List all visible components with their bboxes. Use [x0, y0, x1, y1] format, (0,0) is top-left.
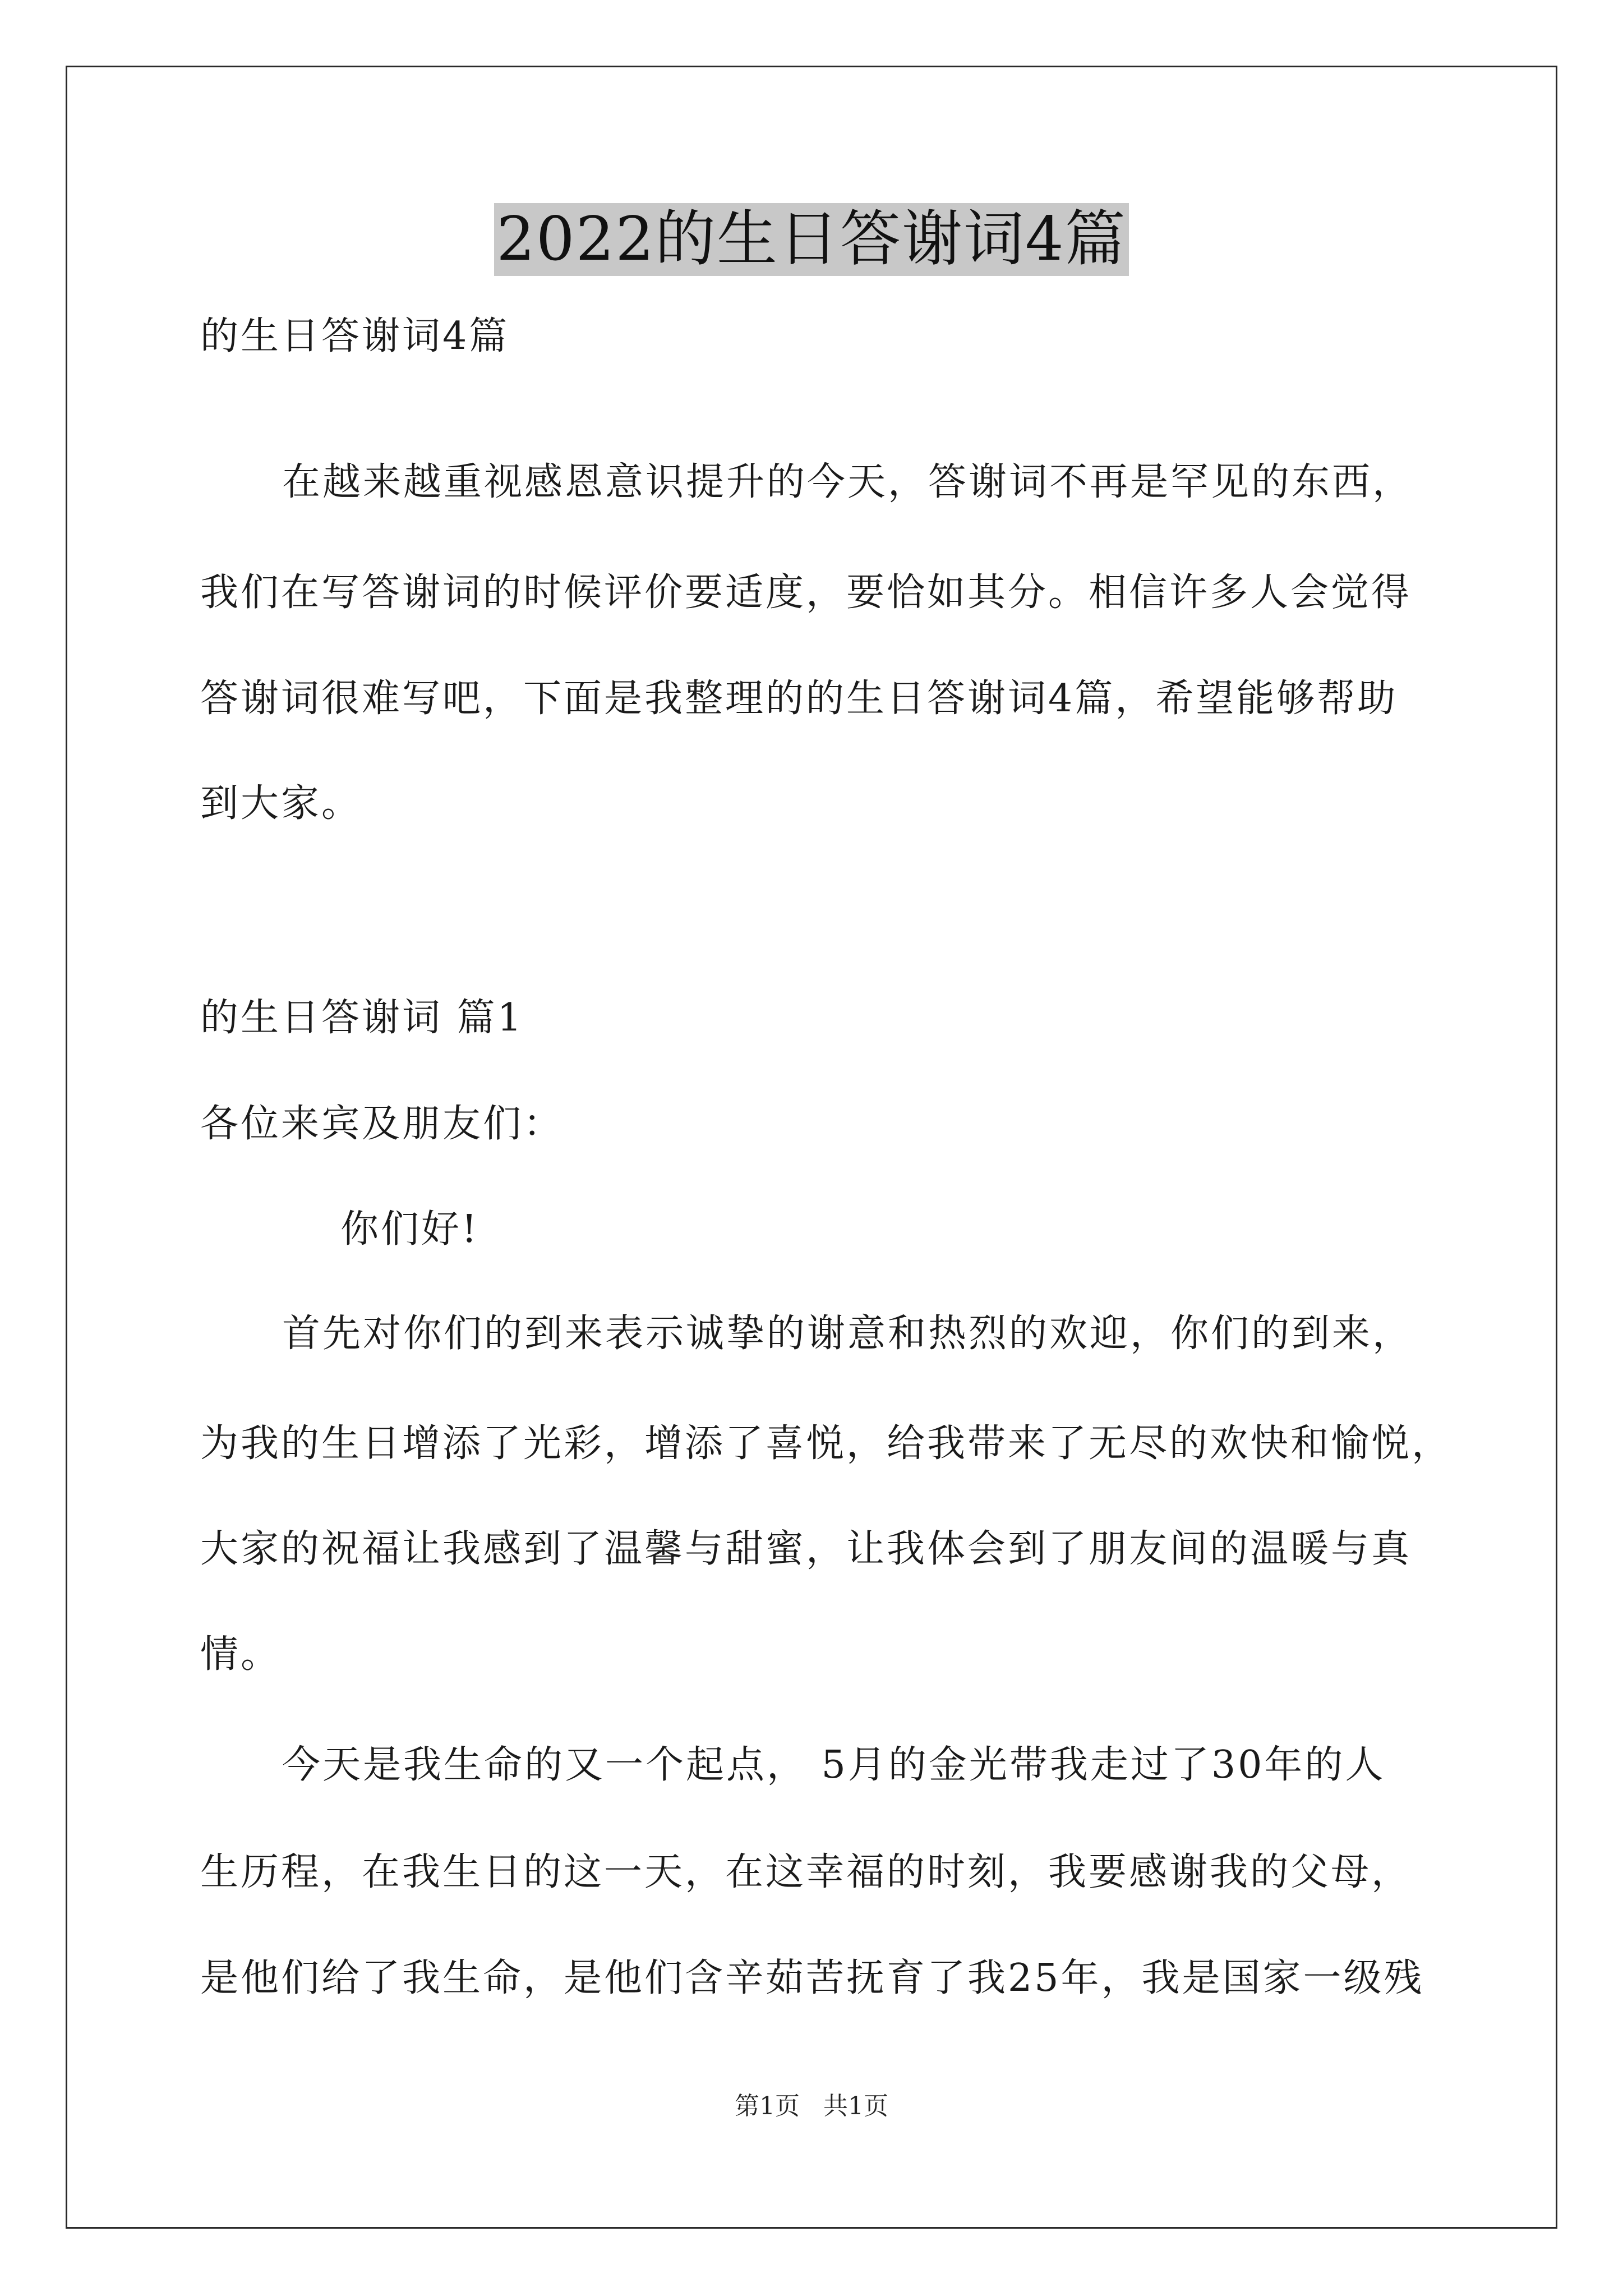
page-footer [0, 2091, 1623, 2122]
body-paragraph-2-line-3: 是他们给了我生命，是他们含辛茹苦抚育了我25年，我是国家一级残 [200, 1956, 1424, 2000]
intro-paragraph-line-2: 我们在写答谢词的时候评价要适度，要恰如其分。相信许多人会觉得 [200, 570, 1412, 615]
title-container [0, 203, 1623, 276]
body-paragraph-2-line-2: 生历程，在我生日的这一天，在这幸福的时刻，我要感谢我的父母， [200, 1850, 1412, 1894]
page-number: 第1页 共1页 [735, 2092, 888, 2120]
subtitle-line: 的生日答谢词4篇 [200, 314, 510, 358]
body-paragraph-1-line-2: 为我的生日增添了光彩，增添了喜悦，给我带来了无尽的欢快和愉悦， [200, 1421, 1453, 1466]
section-heading: 的生日答谢词 篇1 [200, 996, 524, 1040]
intro-paragraph-line-3: 答谢词很难写吧，下面是我整理的的生日答谢词4篇，希望能够帮助 [200, 677, 1398, 721]
salutation-line: 各位来宾及朋友们： [200, 1102, 564, 1146]
body-paragraph-2-line-1: 今天是我生命的又一个起点， 5月的金光带我走过了30年的人 [282, 1743, 1386, 1787]
page-border [66, 66, 1557, 2229]
body-paragraph-1-line-3: 大家的祝福让我感到了温馨与甜蜜，让我体会到了朋友间的温暖与真 [200, 1527, 1412, 1571]
intro-paragraph-line-1: 在越来越重视感恩意识提升的今天，答谢词不再是罕见的东西， [282, 460, 1413, 504]
greeting-line: 你们好! [340, 1207, 479, 1251]
intro-paragraph-line-4: 到大家。 [200, 781, 362, 826]
body-paragraph-1-line-1: 首先对你们的到来表示诚挚的谢意和热烈的欢迎，你们的到来， [282, 1312, 1413, 1356]
body-paragraph-1-line-4: 情。 [200, 1632, 282, 1677]
document-title: 2022的生日答谢词4篇 [494, 203, 1129, 276]
